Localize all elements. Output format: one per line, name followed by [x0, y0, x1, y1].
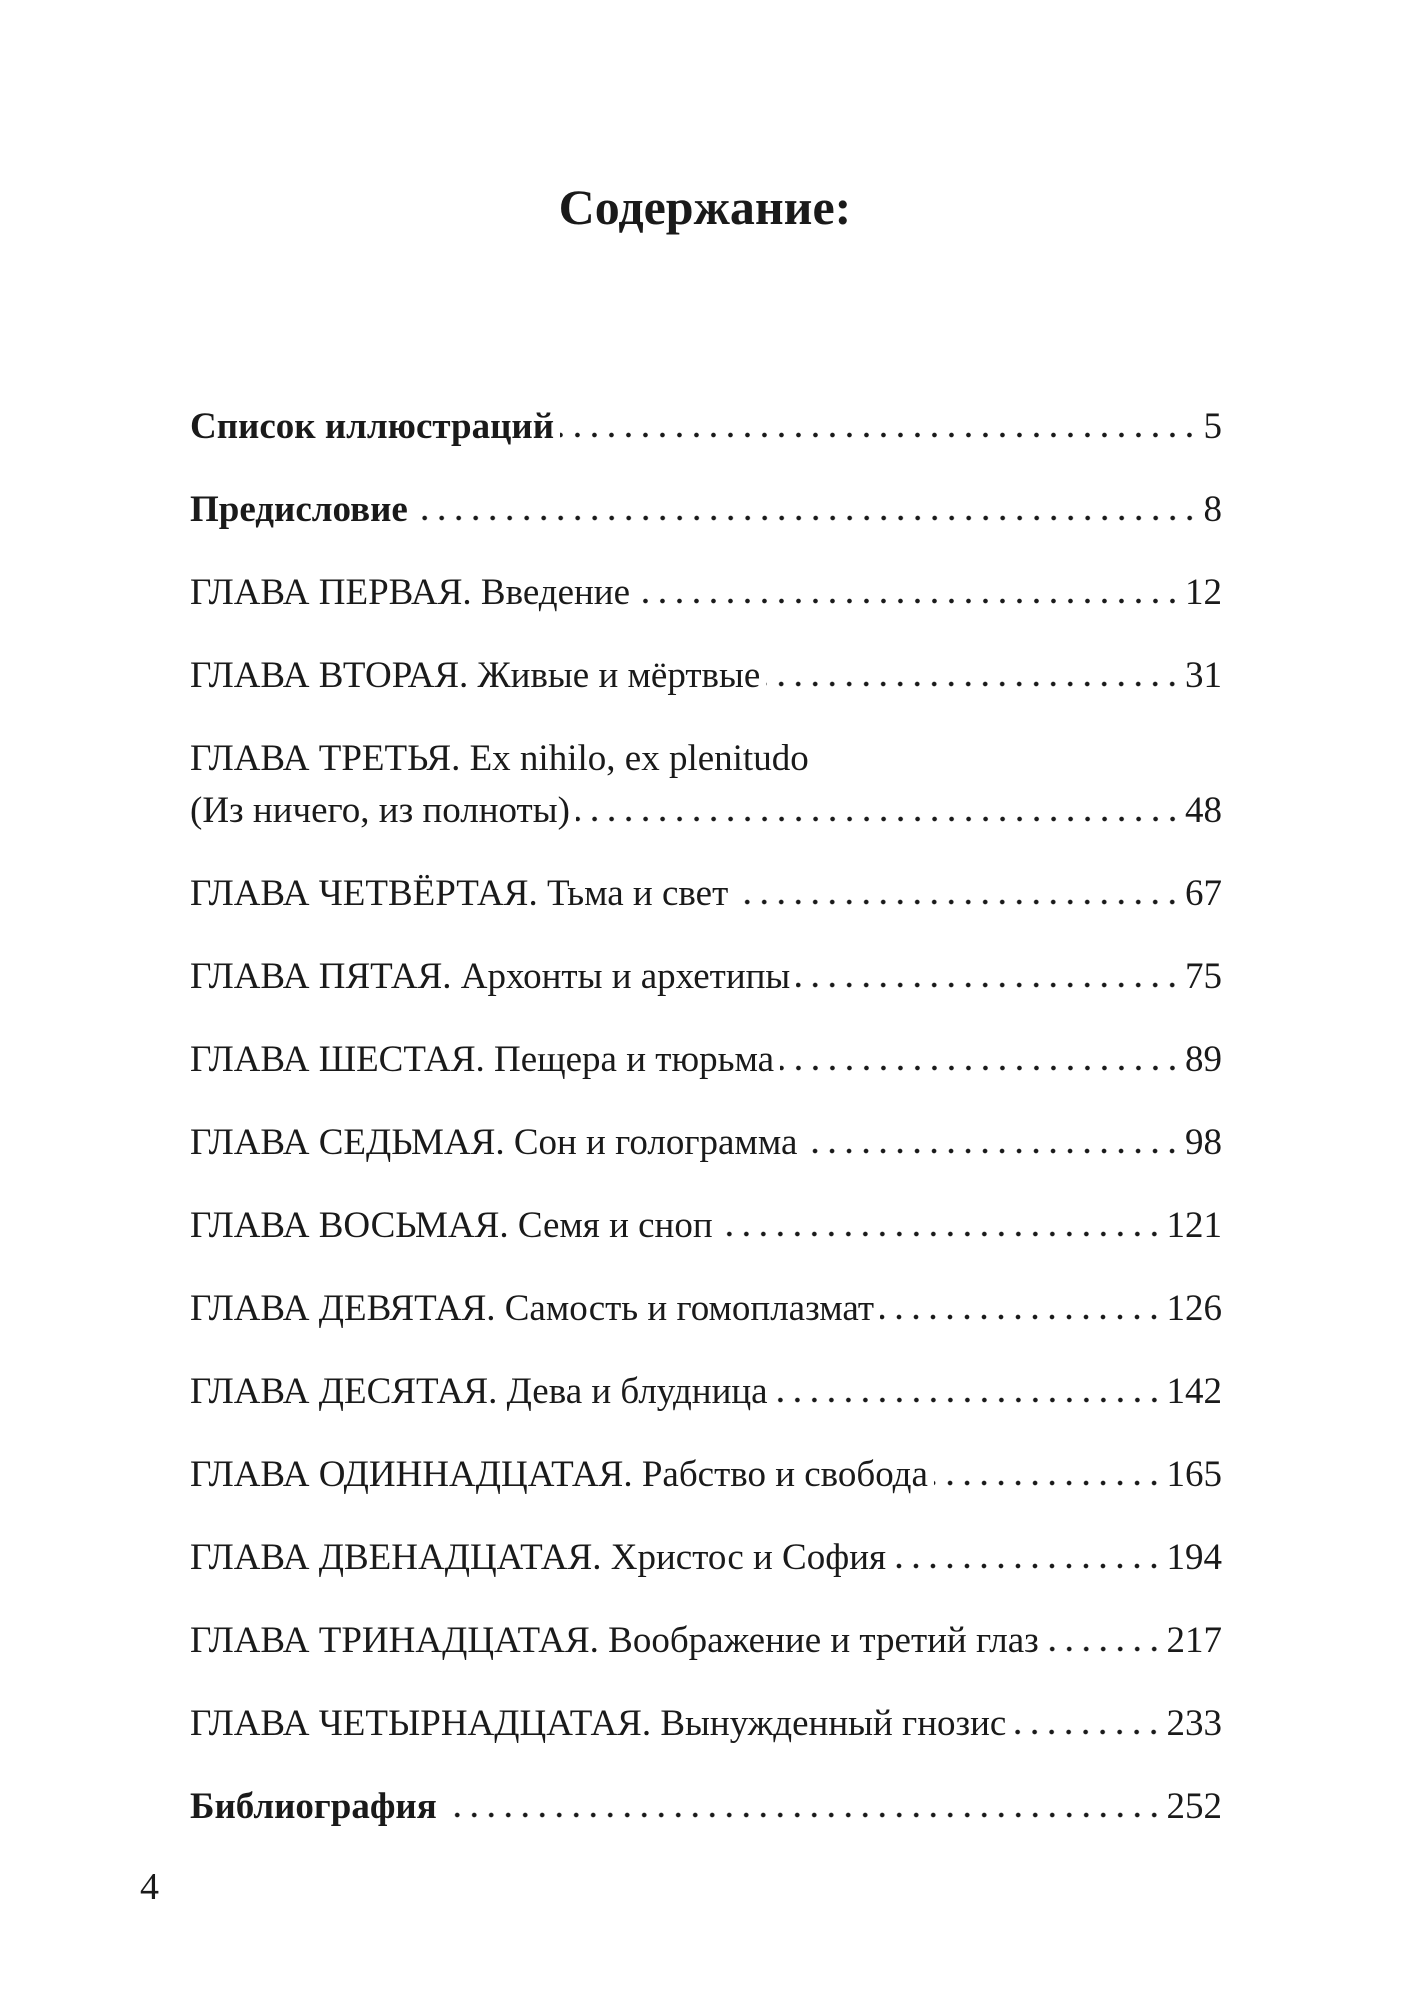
toc-entry[interactable] [190, 615, 1222, 698]
toc-entry[interactable] [190, 999, 1222, 1082]
dot-leader [796, 980, 1181, 990]
toc-entry-page: 194 [1166, 1537, 1222, 1578]
toc-entry-label: Библиография [190, 1786, 437, 1827]
toc-entry-label: ГЛАВА ДЕСЯТАЯ. Дева и блудница [190, 1371, 768, 1412]
toc-entry-label: Предисловие [190, 489, 408, 530]
toc-entry-label: ГЛАВА ЧЕТЫРНАДЦАТАЯ. Вынужденный гнозис [190, 1703, 1007, 1744]
toc-entry-page: 252 [1166, 1786, 1222, 1827]
dot-leader [414, 513, 1198, 523]
dot-leader [719, 1229, 1163, 1239]
dot-leader [780, 1063, 1181, 1073]
toc-entry-page: 75 [1185, 956, 1222, 997]
toc-entry-label: Список иллюстраций [190, 406, 555, 447]
toc-entry[interactable] [190, 1414, 1222, 1497]
toc-entry-label: ГЛАВА ПЯТАЯ. Архонты и архетипы [190, 956, 791, 997]
toc-entry-label: ГЛАВА ТРИНАДЦАТАЯ. Воображение и третий глаз [190, 1620, 1039, 1661]
dot-leader [560, 430, 1198, 440]
page-title: Содержание: [558, 179, 852, 235]
toc-entry[interactable] [190, 1082, 1222, 1165]
toc-entry-page: 98 [1185, 1122, 1222, 1163]
toc-entry-label: ГЛАВА ДЕВЯТАЯ. Самость и гомоплазмат [190, 1288, 874, 1329]
toc-entry-page: 8 [1203, 489, 1222, 530]
page-number: 4 [140, 1866, 159, 1908]
toc-entry-title-line: ГЛАВА ТРЕТЬЯ. Ex nihilo, ex plenitudo [190, 738, 809, 779]
dot-leader [1045, 1644, 1163, 1654]
toc-entry-page: 67 [1185, 873, 1222, 914]
toc-entry-label: ГЛАВА ВОСЬМАЯ. Семя и сноп [190, 1205, 713, 1246]
toc-entry-label: ГЛАВА СЕДЬМАЯ. Сон и голограмма [190, 1122, 798, 1163]
dot-leader [766, 679, 1181, 689]
toc-entry[interactable] [190, 1663, 1222, 1746]
toc-entry[interactable] [190, 366, 1222, 449]
toc-entry-label: (Из ничего, из полноты) [190, 790, 570, 831]
dot-leader [774, 1395, 1163, 1405]
toc-entry[interactable] [190, 449, 1222, 532]
dot-leader [880, 1312, 1163, 1322]
toc-entry-page: 126 [1166, 1288, 1222, 1329]
dot-leader [443, 1810, 1163, 1820]
dot-leader [934, 1478, 1163, 1488]
toc-entry-page: 31 [1185, 655, 1222, 696]
toc-entry[interactable] [190, 532, 1222, 615]
toc-entry[interactable] [190, 833, 1222, 916]
toc-entry[interactable] [190, 1580, 1222, 1663]
toc-entry[interactable] [190, 698, 1222, 833]
toc-entry[interactable] [190, 1331, 1222, 1414]
toc-entry[interactable] [190, 1165, 1222, 1248]
toc-entry-page: 12 [1185, 572, 1222, 613]
toc-entry-page: 165 [1166, 1454, 1222, 1495]
toc-entry-label: ГЛАВА ШЕСТАЯ. Пещера и тюрьма [190, 1039, 775, 1080]
dot-leader [576, 814, 1181, 824]
table-of-contents [190, 366, 1222, 1829]
toc-entry-label: ГЛАВА ДВЕНАДЦАТАЯ. Христос и София [190, 1537, 887, 1578]
toc-entry[interactable] [190, 1746, 1222, 1829]
toc-entry-page: 5 [1203, 406, 1222, 447]
dot-leader [734, 897, 1181, 907]
toc-entry-page: 233 [1166, 1703, 1222, 1744]
toc-entry[interactable] [190, 916, 1222, 999]
dot-leader [892, 1561, 1162, 1571]
toc-entry-page: 217 [1166, 1620, 1222, 1661]
dot-leader [636, 596, 1181, 606]
toc-entry-label: ГЛАВА ЧЕТВЁРТАЯ. Тьма и свет [190, 873, 729, 914]
toc-entry-page: 89 [1185, 1039, 1222, 1080]
toc-entry-label: ГЛАВА ОДИННАДЦАТАЯ. Рабство и свобода [190, 1454, 928, 1495]
toc-entry-label: ГЛАВА ПЕРВАЯ. Введение [190, 572, 631, 613]
toc-entry-page: 48 [1185, 790, 1222, 831]
toc-entry[interactable] [190, 1248, 1222, 1331]
dot-leader [1012, 1727, 1162, 1737]
toc-entry-page: 121 [1166, 1205, 1222, 1246]
toc-entry[interactable] [190, 1497, 1222, 1580]
toc-entry-label: ГЛАВА ВТОРАЯ. Живые и мёртвые [190, 655, 761, 696]
dot-leader [803, 1146, 1181, 1156]
toc-entry-page: 142 [1166, 1371, 1222, 1412]
